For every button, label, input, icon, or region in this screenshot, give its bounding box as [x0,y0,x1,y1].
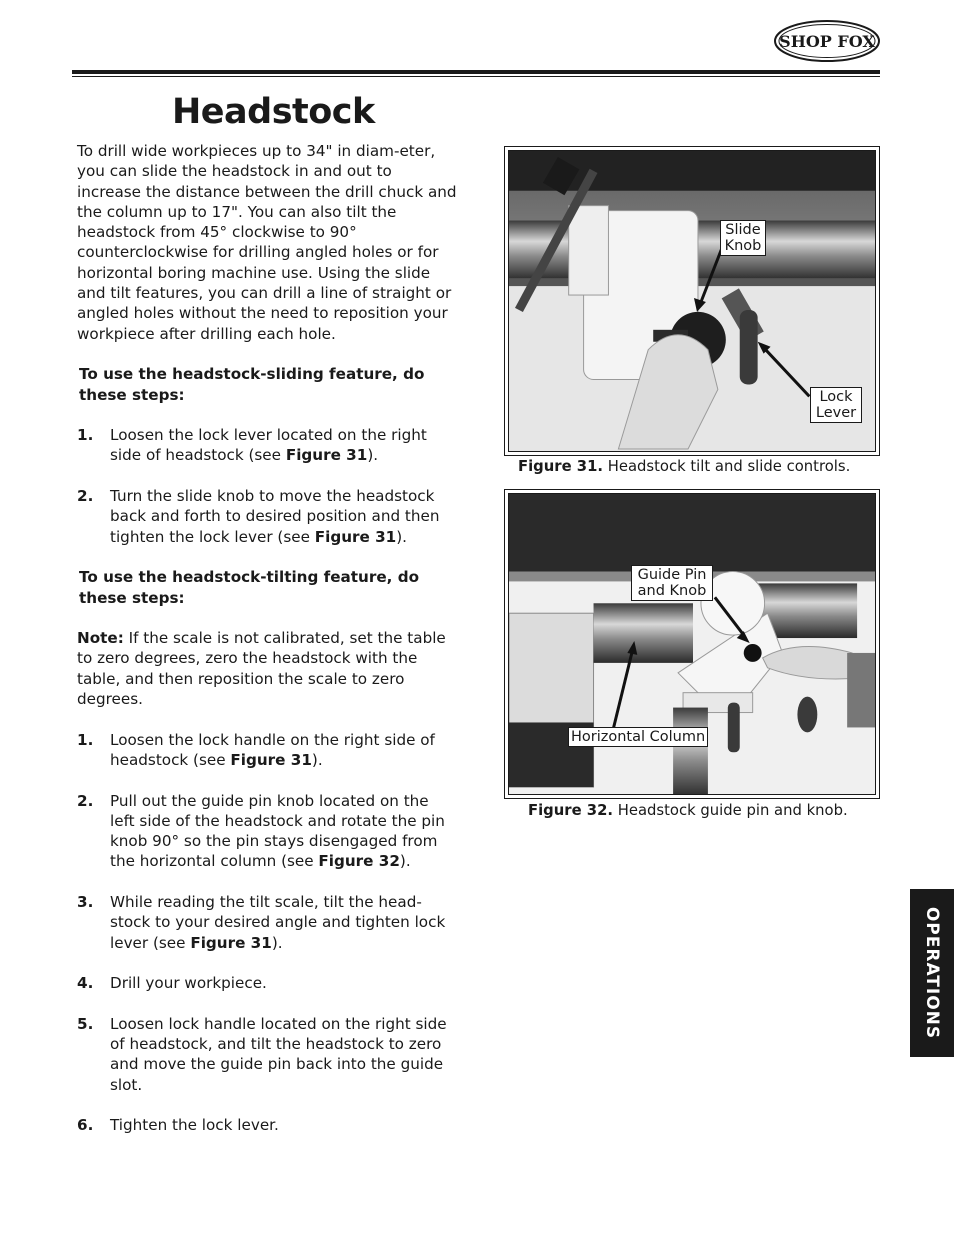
tilting-step-3: 3. While reading the tilt scale, tilt the head-stock to your desired angle and tighten lock lever (see Figure 31). [77,892,446,952]
logo-text: SHOP FOX [779,32,875,51]
guide-pin-callout: Guide Pin and Knob [631,565,713,601]
header-rule-thin [72,76,880,77]
figure-32-photo [504,489,880,799]
tilting-step-6: 6. Tighten the lock lever. [77,1116,279,1135]
sliding-heading: To use the headstock-sliding feature, do these steps: [79,365,425,404]
tilting-heading: To use the headstock-tilting feature, do these steps: [79,568,420,607]
tilting-step-1: 1. Loosen the lock handle on the right side of headstock (see Figure 31). [77,730,435,769]
tilting-step-4: 4. Drill your workpiece. [77,974,267,993]
figure-31-caption: Figure 31. Headstock tilt and slide controls. [518,458,851,475]
sliding-step-2: 2. Turn the slide knob to move the headstock back and forth to desired position and then tighten the lock lever (see Figure 31). [77,487,440,546]
lock-lever-callout: Lock Lever [810,387,862,423]
sliding-step-1: 1. Loosen the lock lever located on the right side of headstock (see Figure 31). [77,426,427,465]
instructions-column [77,141,457,1136]
intro-paragraph: To drill wide workpieces up to 34" in diam-eter, you can slide the headstock in and out to increase the distance between the drill chuck and the column up to 17". You can also tilt the headstock from 45° clockwise to 90° counterclockwise for drilling angled holes or for horizontal boring machine use. Using the slide and tilt features, you can drill a line of straight or angled holes without the need to reposition your workpiece after drilling each hole. [77,142,457,343]
horizontal-column-callout: Horizontal Column [568,727,708,747]
tilting-step-2: 2. Pull out the guide pin knob located on the left side of the headstock and rotate the pin knob 90° so the pin stays disengaged from the horizontal column (see Figure 32). [77,791,445,871]
header-rule [72,70,880,74]
tilting-step-5: 5. Loosen lock handle located on the right side of headstock, and tilt the headstock to zero and move the guide pin back into the guide slot. [77,1014,447,1094]
shop-fox-logo [774,20,880,62]
note-paragraph: Note: If the scale is not calibrated, set the table to zero degrees, zero the headstock with the table, and then reposition the scale to zero degrees. [77,629,446,709]
slide-knob-callout: Slide Knob [720,220,766,256]
section-tab [910,889,954,1057]
figure-32-caption: Figure 32. Headstock guide pin and knob. [528,802,848,819]
section-tab-label: OPERATIONS [922,906,942,1040]
page-title: Headstock [172,92,375,132]
